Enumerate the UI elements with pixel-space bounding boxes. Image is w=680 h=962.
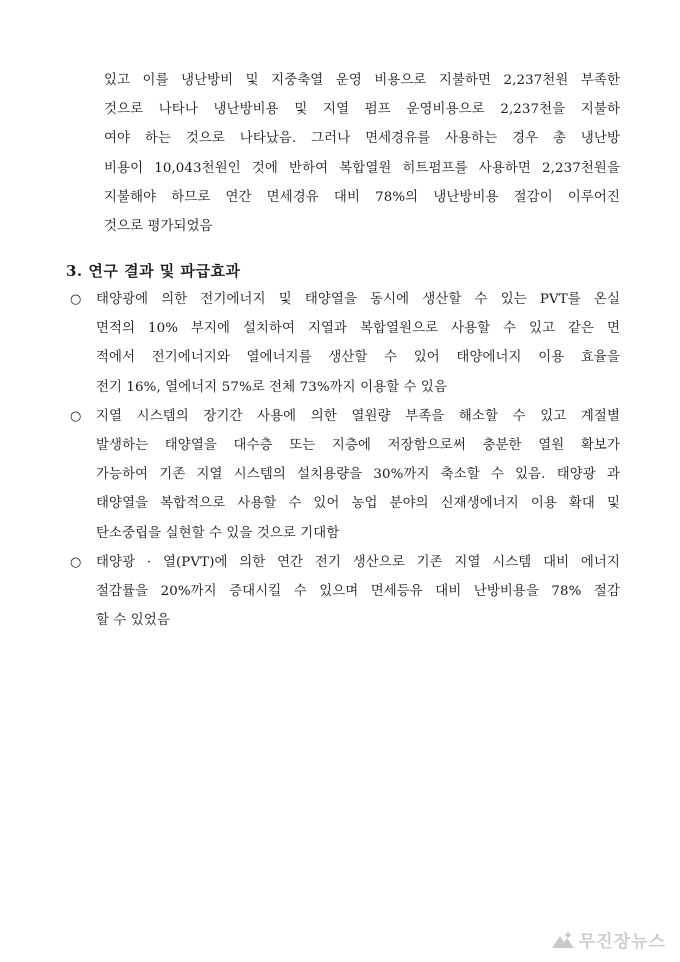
result-list	[70, 285, 620, 635]
intro-line: 것으로 평가되었음	[104, 219, 213, 235]
circle-bullet-icon: ○	[70, 292, 82, 307]
item-line: 할 수 있었음	[96, 613, 170, 629]
watermark-text: 무진장뉴스	[578, 932, 666, 952]
list-item	[70, 402, 620, 548]
circle-bullet-icon: ○	[70, 554, 82, 570]
circle-bullet-icon: ○	[70, 408, 82, 424]
item-line: 태양광에 의한 전기에너지 및 태양열을 동시에 생산할 수 있는 PVT를 온실	[96, 292, 620, 307]
mountain-logo-icon	[551, 931, 575, 949]
intro-line: 것으로 나타나 냉난방비용 및 지열 펌프 운영비용으로 2,237천을 지불하	[104, 102, 620, 118]
list-item	[70, 285, 620, 402]
intro-line: 여야 하는 것으로 나타났음. 그러나 면세경유를 사용하는 경우 총 냉난방	[104, 131, 620, 147]
item-line: 적에서 전기에너지와 열에너지를 생산할 수 있어 태양에너지 이용 효율을	[96, 350, 620, 366]
item-line: 절감률을 20%까지 증대시킬 수 있으며 면세등유 대비 난방비용을 78% 절감	[96, 584, 620, 600]
item-line: 탄소중립을 실현할 수 있을 것으로 기대함	[96, 525, 340, 541]
item-line: 지열 시스템의 장기간 사용에 의한 열원량 부족을 해소할 수 있고 계절별	[96, 408, 620, 424]
watermark	[551, 927, 666, 952]
intro-paragraph	[104, 66, 620, 241]
intro-line: 있고 이를 냉난방비 및 지중축열 운영 비용으로 지불하면 2,237천원 부족한	[104, 73, 620, 88]
intro-line: 지불해야 하므로 연간 면세경유 대비 78%의 냉난방비용 절감이 이루어진	[104, 189, 620, 205]
item-line: 태양열을 복합적으로 사용할 수 있어 농업 분야의 신재생에너지 이용 확대 및	[96, 496, 620, 512]
list-item	[70, 548, 620, 636]
item-line: 전기 16%, 열에너지 57%로 전체 73%까지 이용할 수 있음	[96, 379, 447, 395]
item-line: 가능하여 기존 지열 시스템의 설치용량을 30%까지 축소할 수 있음. 태양광 과	[96, 467, 620, 483]
section-heading: 3. 연구 결과 및 파급효과	[66, 262, 241, 280]
item-line: 태양광 · 열(PVT)에 의한 연간 전기 생산으로 기존 지열 시스템 대비 에너지	[96, 554, 620, 570]
item-line: 면적의 10% 부지에 설치하여 지열과 복합열원으로 사용할 수 있고 같은 면	[96, 321, 620, 337]
intro-line: 비용이 10,043천원인 것에 반하여 복합열원 히트펌프를 사용하면 2,237천원을	[104, 160, 620, 176]
item-line: 발생하는 태양열을 대수층 또는 지층에 저장함으로써 충분한 열원 확보가	[96, 438, 620, 454]
